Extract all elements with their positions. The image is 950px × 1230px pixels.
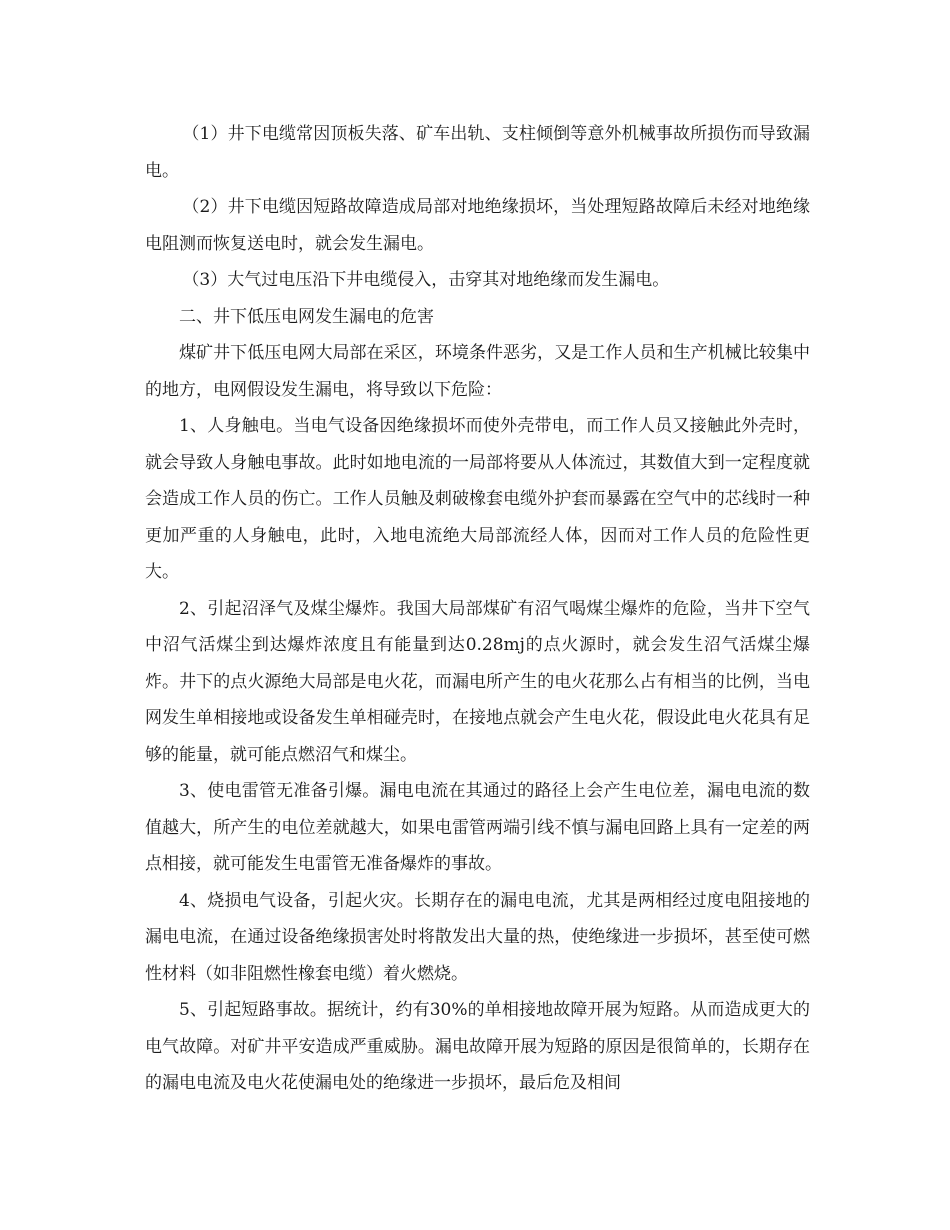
paragraph-hazard-1: 1、人身触电。当电气设备因绝缘损坏而使外壳带电，而工作人员又接触此外壳时，就会导致人身触电事故。此时如地电流的一局部将要从人体流过，其数值大到一定程度就会造成工作人员的伤亡。工作人员触及刺破橡套电缆外护套而暴露在空气中的芯线时一种更加严重的人身触电，此时，入地电流绝大局部流经人体，因而对工作人员的危险性更大。 <box>145 416 810 582</box>
paragraph-cause-1: （1）井下电缆常因顶板失落、矿车出轨、支柱倾倒等意外机械事故所损伤而导致漏电。 <box>145 124 810 181</box>
paragraph-hazard-4: 4、烧损电气设备，引起火灾。长期存在的漏电电流，尤其是两相经过度电阻接地的漏电电流，在通过设备绝缘损害处时将散发出大量的热，使绝缘进一步损坏，甚至使可燃性材料（如非阻燃性橡套电缆）着火燃烧。 <box>145 890 810 984</box>
paragraph-intro: 煤矿井下低压电网大局部在采区，环境条件恶劣，又是工作人员和生产机械比较集中的地方，电网假设发生漏电，将导致以下危险： <box>145 343 810 400</box>
paragraph-hazard-3: 3、使电雷管无准备引爆。漏电电流在其通过的路径上会产生电位差，漏电电流的数值越大，所产生的电位差就越大，如果电雷管两端引线不慎与漏电回路上具有一定差的两点相接，就可能发生电雷管无准备爆炸的事故。 <box>145 781 810 874</box>
paragraph-cause-2: （2）井下电缆因短路故障造成局部对地绝缘损坏，当处理短路故障后未经对地绝缘电阻测而恢复送电时，就会发生漏电。 <box>145 197 810 254</box>
section-heading-hazards: 二、井下低压电网发生漏电的危害 <box>179 306 434 327</box>
paragraph-hazard-2: 2、引起沼泽气及煤尘爆炸。我国大局部煤矿有沼气喝煤尘爆炸的危险，当井下空气中沼气活煤尘到达爆炸浓度且有能量到达0.28mj的点火源时，就会发生沼气活煤尘爆炸。井下的点火源绝大局部是电火花，而漏电所产生的电火花那么占有相当的比例，当电网发生单相接地或设备发生单相碰壳时，在接地点就会产生电火花，假设此电火花具有足够的能量，就可能点燃沼气和煤尘。 <box>145 598 810 765</box>
paragraph-cause-3: （3）大气过电压沿下井电缆侵入，击穿其对地绝缘而发生漏电。 <box>182 270 670 290</box>
document-page <box>145 116 810 1102</box>
paragraph-hazard-5: 5、引起短路事故。据统计，约有30%的单相接地故障开展为短路。从而造成更大的电气故障。对矿井平安造成严重威胁。漏电故障开展为短路的原因是很简单的，长期存在的漏电电流及电火花使漏电处的绝缘进一步损坏，最后危及相间 <box>145 1000 810 1093</box>
